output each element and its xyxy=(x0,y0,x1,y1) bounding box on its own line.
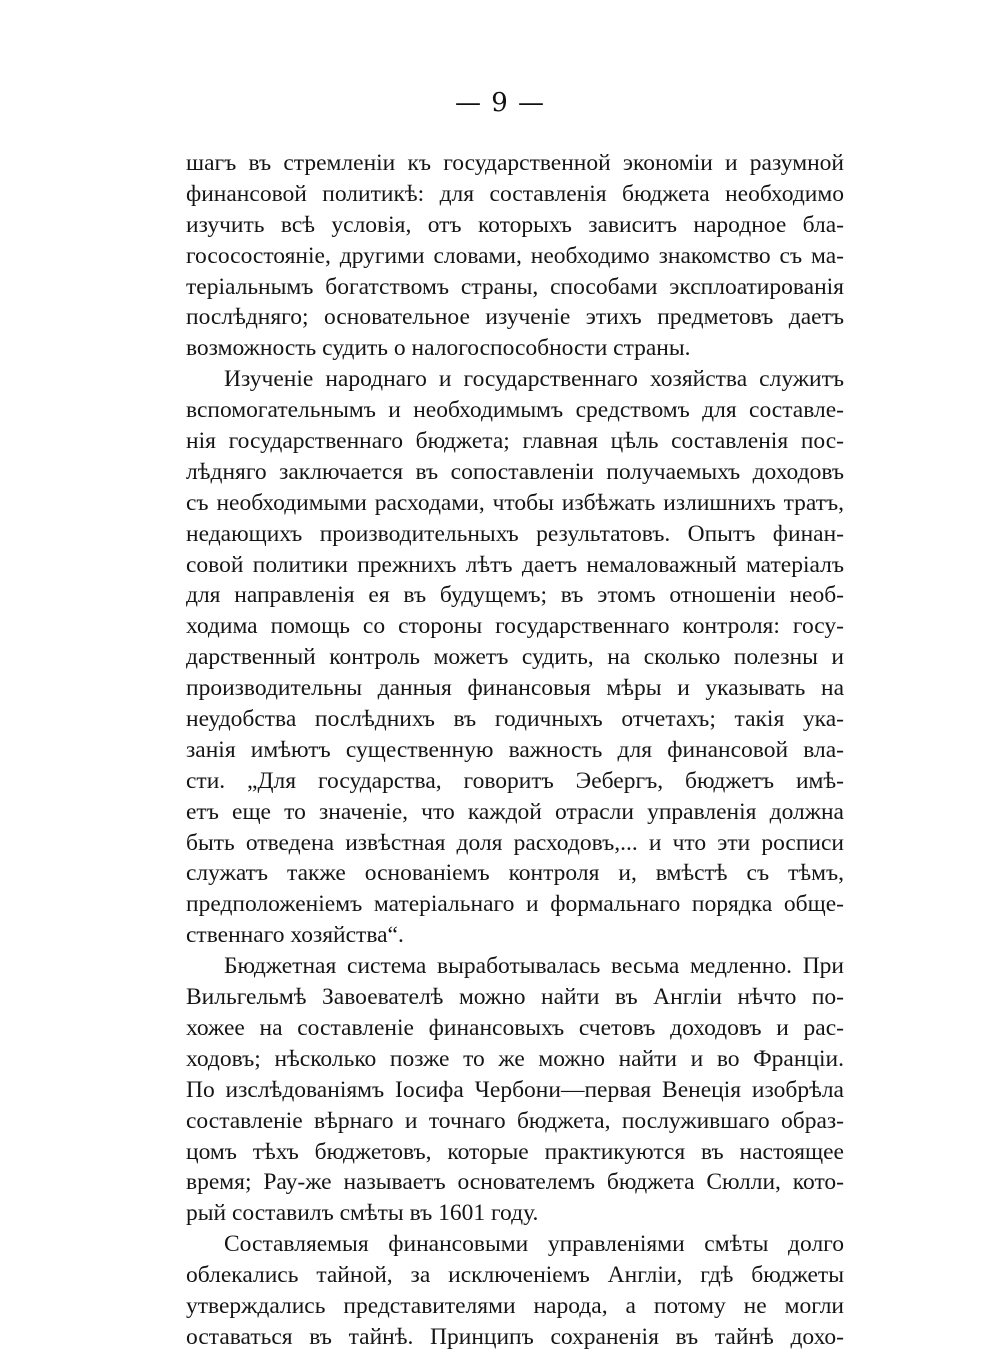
text-line: хожее на составленіе финансовыхъ счетовъ доходовъ и рас- xyxy=(186,1014,844,1041)
text-line: етъ еще то значеніе, что каждой отрасли управленія должна xyxy=(186,798,844,825)
body-text xyxy=(186,148,844,1353)
text-line: Бюджетная система выработывалась весьма медленно. При xyxy=(224,953,844,980)
text-line: ходовъ; нѣсколько позже то же можно найти и во Франціи. xyxy=(186,1045,844,1072)
text-line: По изслѣдованіямъ Іосифа Чербони—первая Венеція изобрѣла xyxy=(186,1076,844,1103)
text-line: совой политики прежнихъ лѣтъ даетъ немаловажный матеріалъ xyxy=(186,551,844,578)
text-line: финансовой политикѣ: для составленія бюджета необходимо xyxy=(186,180,844,207)
text-line: теріальнымъ богатствомъ страны, способами эксплоатированія xyxy=(186,273,844,300)
text-line: цомъ тѣхъ бюджетовъ, которые практикуются въ настоящее xyxy=(186,1138,844,1165)
text-line: дарственный контроль можетъ судить, на сколько полезны и xyxy=(186,644,844,671)
text-line: составленіе вѣрнаго и точнаго бюджета, послужившаго образ- xyxy=(186,1107,844,1134)
text-line: быть отведена извѣстная доля расходовъ,... и что эти росписи xyxy=(186,829,844,856)
text-line: ходима помощь со стороны государственнаго контроля: госу- xyxy=(186,613,844,640)
text-line: занія имѣютъ существенную важность для финансовой вла- xyxy=(186,736,844,763)
text-line: служатъ также основаніемъ контроля и, вмѣстѣ съ тѣмъ, xyxy=(186,860,844,887)
text-line: Вильгельмѣ Завоевателѣ можно найти въ Англіи нѣчто по- xyxy=(186,984,844,1011)
text-line: Составляемыя финансовыми управленіями смѣты долго xyxy=(224,1231,844,1258)
text-line: гососостояніе, другими словами, необходимо знакомство съ ма- xyxy=(186,242,844,269)
text-line: рый составилъ смѣты въ 1601 году. xyxy=(186,1200,539,1227)
text-line: оставаться въ тайнѣ. Принципъ сохраненія въ тайнѣ дохо- xyxy=(186,1323,844,1350)
text-line: сти. „Для государства, говоритъ Эебергъ, бюджетъ имѣ- xyxy=(186,767,844,794)
text-line: вспомогательнымъ и необходимымъ средствомъ для составле- xyxy=(186,397,844,424)
text-line: изучить всѣ условія, отъ которыхъ зависитъ народное бла- xyxy=(186,211,844,238)
text-line: Изученіе народнаго и государственнаго хозяйства служитъ xyxy=(224,366,844,393)
text-line: шагъ въ стремленіи къ государственной экономіи и разумной xyxy=(186,150,844,176)
text-line: неудобства послѣднихъ въ годичныхъ отчетахъ; такія ука- xyxy=(186,706,844,733)
text-line: утверждались представителями народа, а потому не могли xyxy=(186,1292,844,1319)
text-line: нія государственнаго бюджета; главная цѣль составленія пос- xyxy=(186,428,844,455)
text-line: возможность судить о налогоспособности страны. xyxy=(186,335,691,362)
page-number: — 9 — xyxy=(454,88,546,118)
text-line: недающихъ производительныхъ результатовъ. Опытъ финан- xyxy=(186,520,844,547)
text-line: производительны данныя финансовыя мѣры и указывать на xyxy=(186,675,844,702)
text-line: лѣдняго заключается въ сопоставленіи получаемыхъ доходовъ xyxy=(186,458,844,485)
text-line: облекались тайной, за исключеніемъ Англіи, гдѣ бюджеты xyxy=(186,1262,844,1289)
text-line: предположеніемъ матеріальнаго и формальнаго порядка обще- xyxy=(186,891,844,918)
text-line: для направленія ея въ будущемъ; въ этомъ отношеніи необ- xyxy=(186,582,844,609)
text-line: съ необходимыми расходами, чтобы избѣжать излишнихъ тратъ, xyxy=(186,489,844,516)
text-line: время; Рау-же называетъ основателемъ бюджета Сюлли, кото- xyxy=(186,1169,844,1196)
text-line: ственнаго хозяйства“. xyxy=(186,922,404,949)
text-line: послѣдняго; основательное изученіе этихъ предметовъ даетъ xyxy=(186,304,844,331)
